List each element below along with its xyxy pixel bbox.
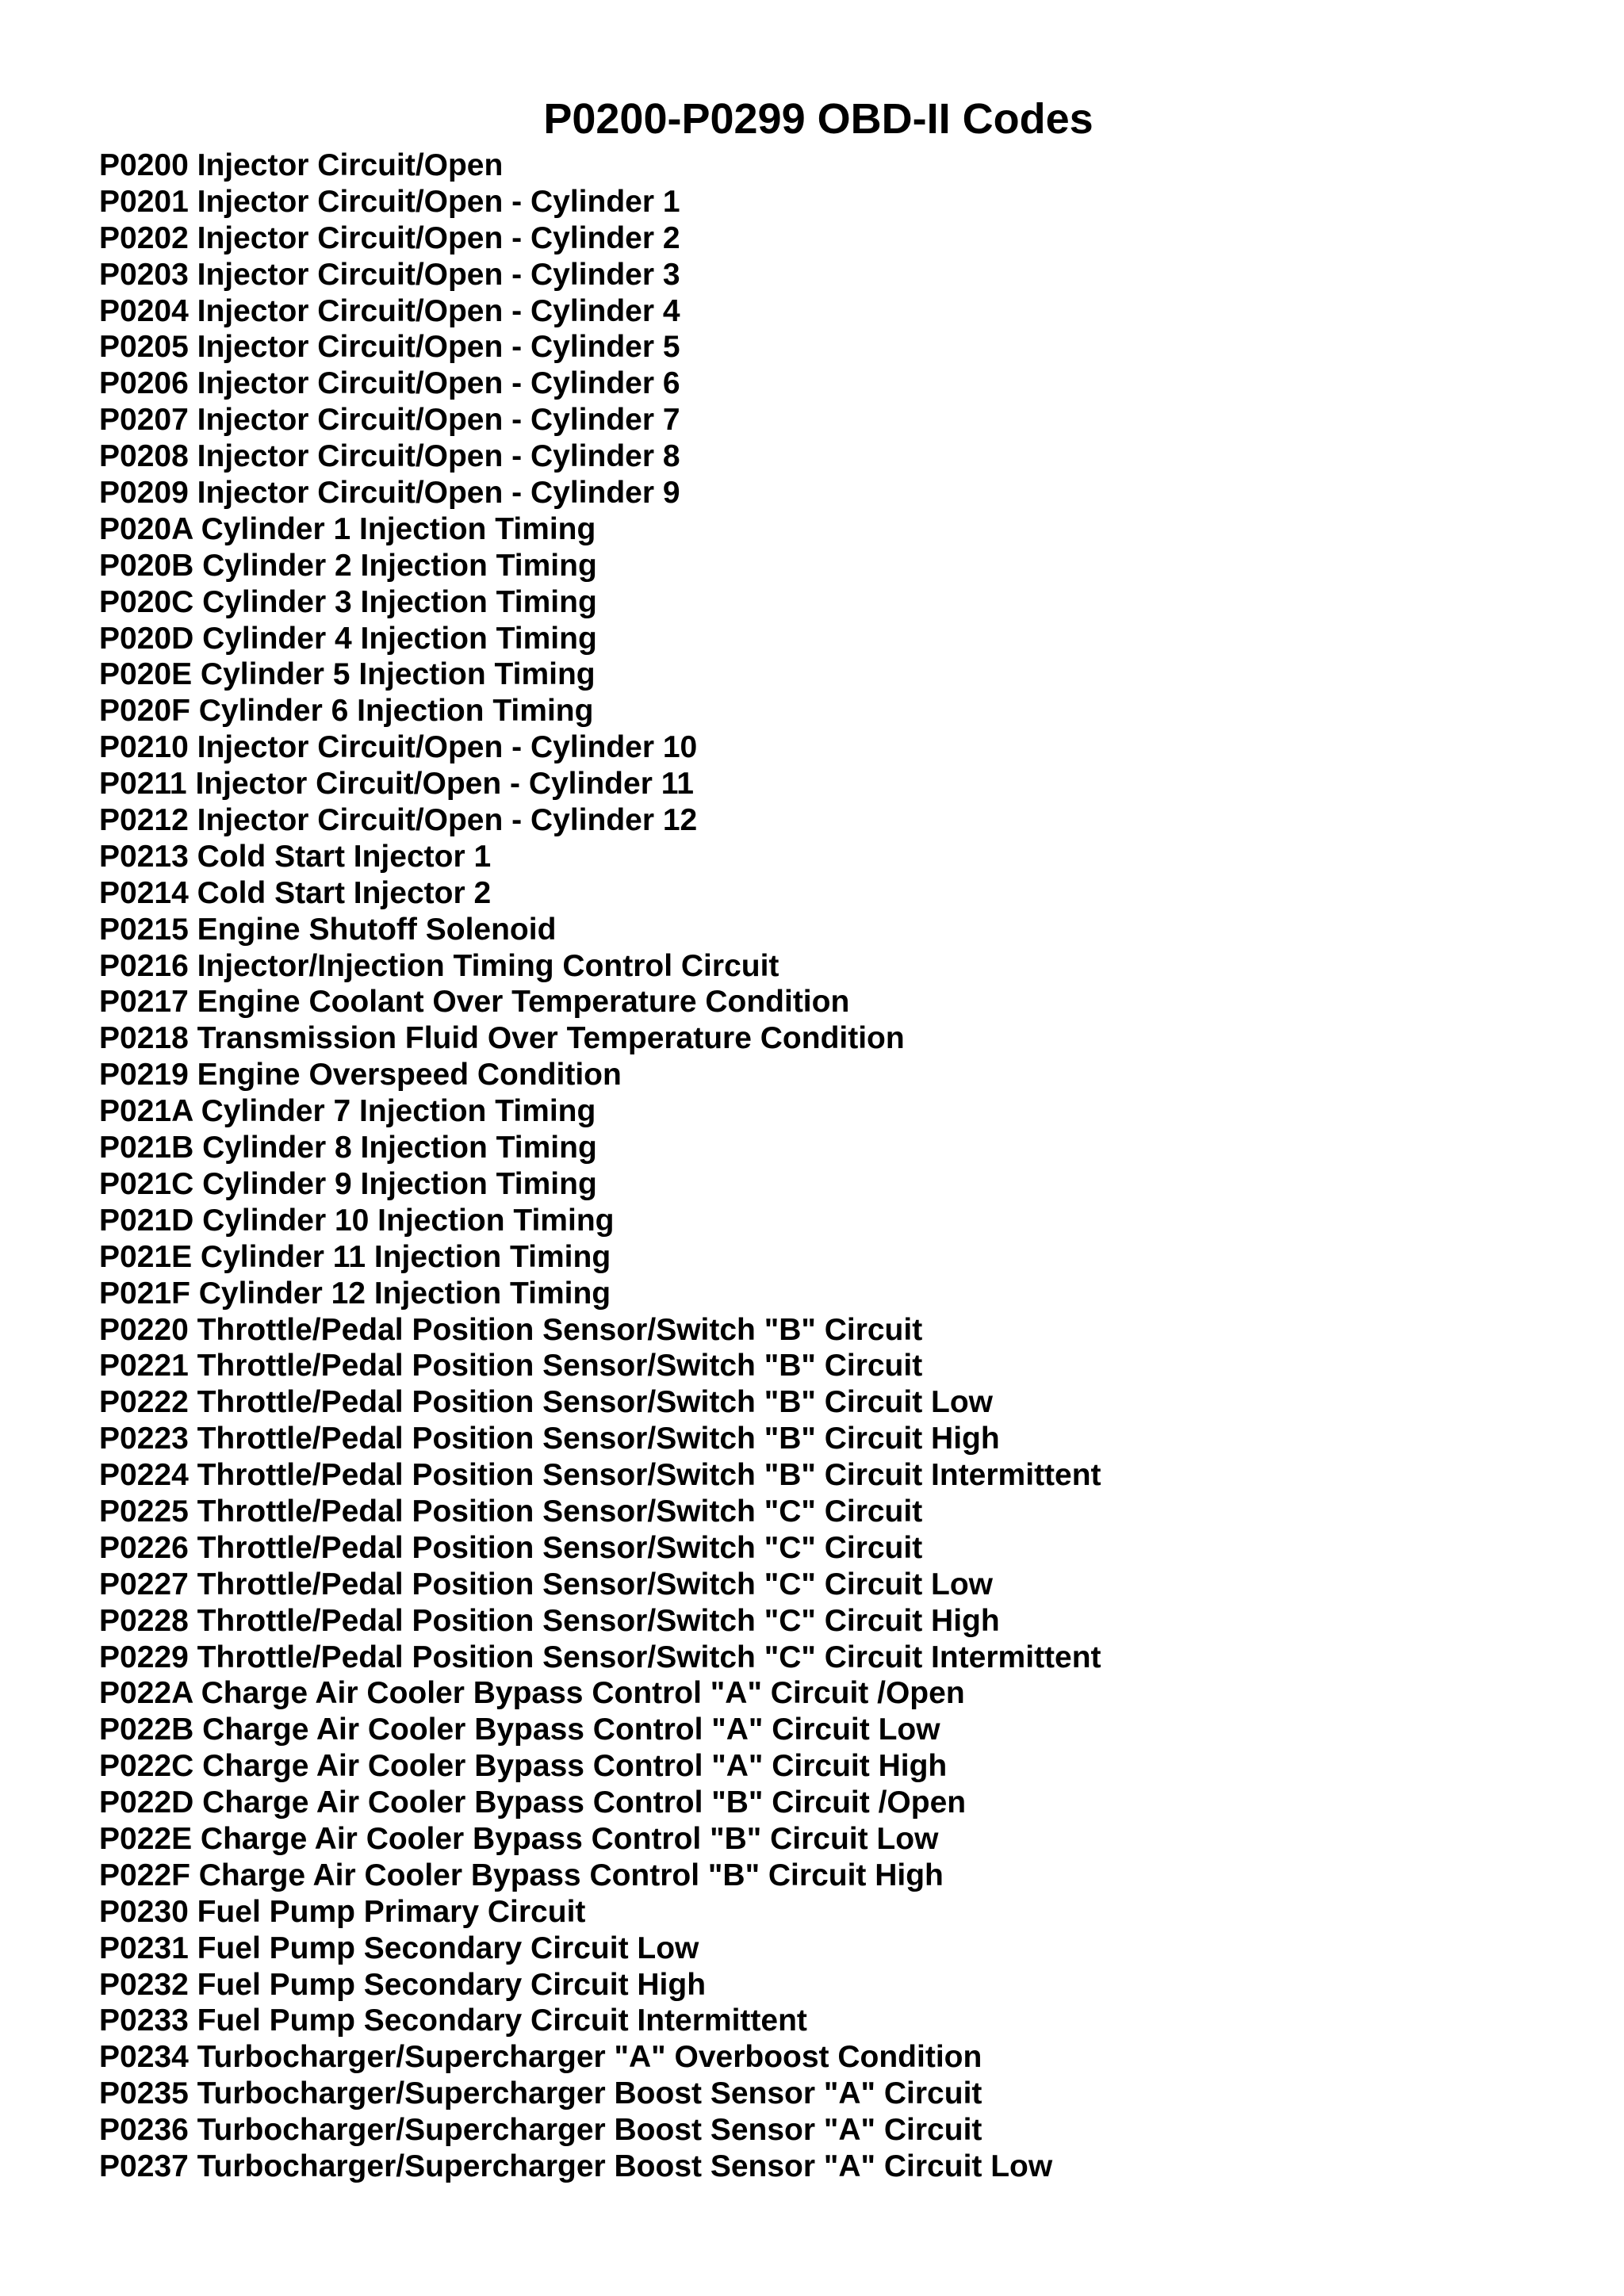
page-title: P0200-P0299 OBD-II Codes [543, 95, 1094, 143]
code-line: P0230 Fuel Pump Primary Circuit [99, 1894, 586, 1929]
code-line: P020D Cylinder 4 Injection Timing [99, 621, 597, 656]
code-line: P0227 Throttle/Pedal Position Sensor/Switch "C" Circuit Low [99, 1567, 994, 1601]
code-line: P020B Cylinder 2 Injection Timing [99, 548, 597, 583]
code-line: P0210 Injector Circuit/Open - Cylinder 10 [99, 730, 698, 765]
code-line: P0236 Turbocharger/Supercharger Boost Sensor "A" Circuit [99, 2113, 982, 2148]
code-line: P022B Charge Air Cooler Bypass Control "A" Circuit Low [99, 1712, 940, 1747]
code-line: P020E Cylinder 5 Injection Timing [99, 657, 596, 692]
code-line: P021A Cylinder 7 Injection Timing [99, 1094, 596, 1129]
code-line: P0216 Injector/Injection Timing Control Circuit [99, 948, 779, 983]
code-line: P0224 Throttle/Pedal Position Sensor/Switch "B" Circuit Intermittent [99, 1458, 1101, 1493]
code-line: P0217 Engine Coolant Over Temperature Condition [99, 985, 850, 1020]
code-line: P0211 Injector Circuit/Open - Cylinder 11 [99, 767, 694, 802]
code-line: P0203 Injector Circuit/Open - Cylinder 3 [99, 257, 680, 292]
code-line: P0219 Engine Overspeed Condition [99, 1058, 622, 1093]
code-line: P0206 Injector Circuit/Open - Cylinder 6 [99, 366, 680, 401]
code-line: P0231 Fuel Pump Secondary Circuit Low [99, 1931, 699, 1965]
code-line: P0228 Throttle/Pedal Position Sensor/Switch "C" Circuit High [99, 1603, 1000, 1638]
code-line: P022F Charge Air Cooler Bypass Control "B" Circuit High [99, 1858, 944, 1892]
code-line: P0207 Injector Circuit/Open - Cylinder 7 [99, 403, 680, 438]
code-line: P022C Charge Air Cooler Bypass Control "A" Circuit High [99, 1749, 948, 1784]
code-line: P0233 Fuel Pump Secondary Circuit Intermittent [99, 2003, 807, 2038]
code-line: P0221 Throttle/Pedal Position Sensor/Switch "B" Circuit [99, 1349, 923, 1383]
code-line: P021D Cylinder 10 Injection Timing [99, 1203, 615, 1238]
code-line: P022A Charge Air Cooler Bypass Control "A" Circuit /Open [99, 1676, 965, 1711]
code-line: P0220 Throttle/Pedal Position Sensor/Switch "B" Circuit [99, 1312, 923, 1347]
code-line: P021C Cylinder 9 Injection Timing [99, 1166, 597, 1201]
code-line: P0237 Turbocharger/Supercharger Boost Sensor "A" Circuit Low [99, 2149, 1053, 2183]
code-line: P022E Charge Air Cooler Bypass Control "B" Circuit Low [99, 1821, 939, 1856]
code-line: P021F Cylinder 12 Injection Timing [99, 1276, 611, 1311]
code-line: P0201 Injector Circuit/Open - Cylinder 1 [99, 184, 680, 219]
code-line: P0229 Throttle/Pedal Position Sensor/Switch "C" Circuit Intermittent [99, 1640, 1101, 1674]
code-line: P0234 Turbocharger/Supercharger "A" Overboost Condition [99, 2040, 982, 2075]
code-line: P0223 Throttle/Pedal Position Sensor/Switch "B" Circuit High [99, 1422, 1000, 1456]
code-line: P020F Cylinder 6 Injection Timing [99, 694, 594, 729]
code-line: P0225 Throttle/Pedal Position Sensor/Switch "C" Circuit [99, 1494, 923, 1529]
code-line: P0213 Cold Start Injector 1 [99, 839, 492, 874]
code-line: P0208 Injector Circuit/Open - Cylinder 8 [99, 439, 680, 474]
code-line: P020A Cylinder 1 Injection Timing [99, 511, 596, 546]
code-line: P0222 Throttle/Pedal Position Sensor/Switch "B" Circuit Low [99, 1385, 994, 1420]
code-line: P0209 Injector Circuit/Open - Cylinder 9 [99, 476, 680, 511]
code-line: P0232 Fuel Pump Secondary Circuit High [99, 1967, 707, 2002]
code-line: P022D Charge Air Cooler Bypass Control "B" Circuit /Open [99, 1785, 967, 1820]
code-line: P0226 Throttle/Pedal Position Sensor/Switch "C" Circuit [99, 1530, 923, 1565]
code-list [99, 147, 1101, 2185]
code-line: P020C Cylinder 3 Injection Timing [99, 584, 597, 619]
code-line: P0214 Cold Start Injector 2 [99, 875, 492, 910]
code-line: P0218 Transmission Fluid Over Temperature Condition [99, 1021, 905, 1056]
code-line: P0202 Injector Circuit/Open - Cylinder 2 [99, 220, 680, 255]
code-line: P0212 Injector Circuit/Open - Cylinder 12 [99, 803, 698, 838]
code-line: P0215 Engine Shutoff Solenoid [99, 912, 557, 947]
code-line: P0205 Injector Circuit/Open - Cylinder 5 [99, 330, 680, 365]
code-line: P021B Cylinder 8 Injection Timing [99, 1131, 597, 1165]
code-line: P0235 Turbocharger/Supercharger Boost Sensor "A" Circuit [99, 2076, 982, 2111]
code-line: P0204 Injector Circuit/Open - Cylinder 4 [99, 293, 680, 328]
code-line: P0200 Injector Circuit/Open [99, 148, 504, 182]
code-line: P021E Cylinder 11 Injection Timing [99, 1239, 611, 1274]
